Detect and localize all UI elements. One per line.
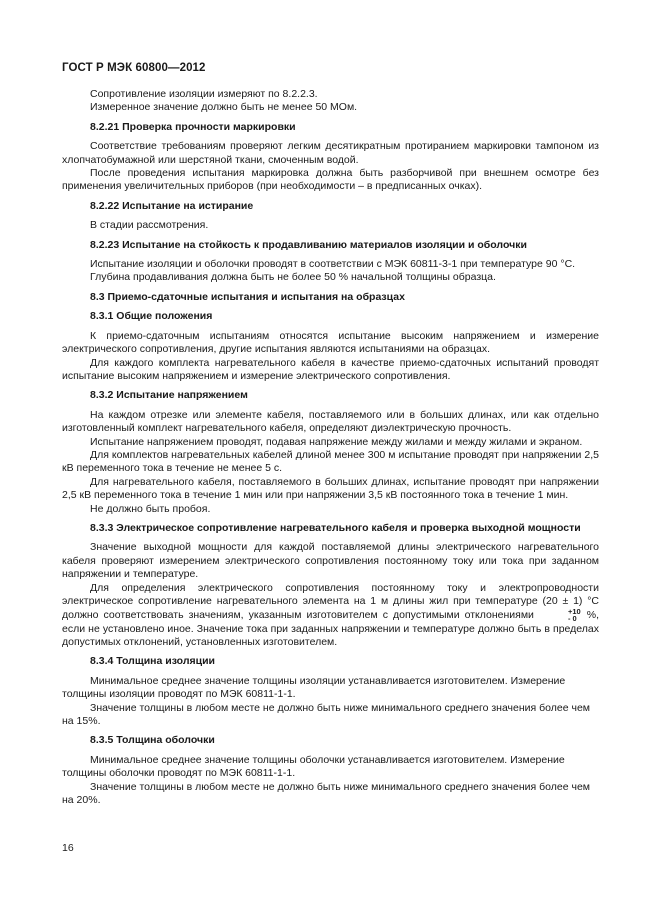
- tolerance-upper: +10: [567, 607, 581, 617]
- paragraph: Измеренное значение должно быть не менее 50 МОм.: [90, 101, 358, 114]
- section-heading: 8.2.23 Испытание на стойкость к продавливанию материалов изоляции и оболочки: [90, 238, 527, 251]
- paragraph: Не должно быть пробоя.: [90, 502, 211, 515]
- paragraph: Минимальное среднее значение толщины изоляции устанавливается изготовителем. Измерение толщины изоляции проводят по МЭК 60811-1-1.: [62, 674, 566, 701]
- paragraph: Значение толщины в любом месте не должно быть ниже минимального среднего значения более чем на 20%.: [62, 780, 591, 807]
- section-heading: 8.3.2 Испытание напряжением: [90, 389, 248, 402]
- paragraph: Соответствие требованиям проверяют легким десятикратным протиранием маркировки тампоном из хлопчатобумажной или шерстяной ткани, смоченным водой.: [62, 140, 599, 166]
- tolerance-lower: - 0: [567, 614, 577, 624]
- document-body: [62, 88, 599, 807]
- paragraph: На каждом отрезке или элементе кабеля, поставляемого или в больших длинах, или как отдельно изготовленный комплект нагревательного кабеля, определяют диэлектрическую прочность.: [62, 408, 599, 435]
- paragraph: Глубина продавливания должна быть не более 50 % начальной толщины образца.: [90, 271, 496, 284]
- section-heading: 8.3.4 Толщина изоляции: [90, 655, 215, 668]
- tolerance-text-after: %, если не установлено иное. Значение тока при заданных напряжении и температуре должно быть в пределах допустимых отклонений, установленных изготовителем.: [62, 609, 600, 648]
- section-heading: 8.3.3 Электрическое сопротивление нагревательного кабеля и проверка выходной мощности: [90, 521, 581, 534]
- paragraph: К приемо-сдаточным испытаниям относятся испытание высоким напряжением и измерение электрического сопротивления, другие испытания являются испытаниями на образцах.: [62, 329, 599, 356]
- paragraph: Для нагревательного кабеля, поставляемого в больших длинах, испытание проводят при напряжении 2,5 кВ переменного тока в течение 1 мин или при напряжении 3,5 кВ постоянного тока в течение 1 мин.: [62, 475, 599, 502]
- section-heading: 8.3 Приемо-сдаточные испытания и испытания на образцах: [90, 290, 405, 303]
- paragraph: Для комплектов нагревательных кабелей длиной менее 300 м испытание проводят при напряжении 2,5 кВ переменного тока в течение не менее 5 с.: [62, 448, 599, 475]
- document-header: ГОСТ Р МЭК 60800—2012: [62, 62, 206, 74]
- tolerance-notation: [540, 608, 581, 622]
- paragraph: Значение толщины в любом месте не должно быть ниже минимального среднего значения более чем на 15%.: [62, 701, 591, 728]
- paragraph: Испытание напряжением проводят, подавая напряжение между жилами и между жилами и экраном.: [90, 435, 583, 448]
- paragraph-with-tolerance: [62, 582, 599, 650]
- paragraph: После проведения испытания маркировка должна быть разборчивой при внешнем осмотре без применения увеличительных приборов (при необходимости – в предписанных очках).: [62, 167, 599, 193]
- section-heading: 8.2.21 Проверка прочности маркировки: [90, 120, 296, 133]
- section-heading: 8.3.1 Общие положения: [90, 310, 213, 323]
- paragraph: В стадии рассмотрения.: [90, 219, 209, 232]
- section-heading: 8.2.22 Испытание на истирание: [90, 199, 254, 212]
- paragraph: Для каждого комплекта нагревательного кабеля в качестве приемо-сдаточных испытаний проводят испытание высоким напряжением и измерение электрического сопротивления.: [62, 356, 599, 382]
- page-number: 16: [62, 842, 74, 854]
- paragraph: Значение выходной мощности для каждой поставляемой длины электрического нагревательного кабеля проверяют измерением электрического сопротивления постоянному току или тока при заданном напряжении и температуре.: [62, 541, 599, 581]
- section-heading: 8.3.5 Толщина оболочки: [90, 734, 215, 747]
- paragraph: Минимальное среднее значение толщины оболочки устанавливается изготовителем. Измерение толщины оболочки проводят по МЭК 60811-1-1.: [62, 753, 565, 780]
- paragraph: Сопротивление изоляции измеряют по 8.2.2.3.: [90, 88, 318, 100]
- paragraph: Испытание изоляции и оболочки проводят в соответствии с МЭК 60811-3-1 при температуре 90 °С.: [90, 258, 576, 271]
- tolerance-text-before: Для определения электрического сопротивления постоянному току и электропроводности электрическое сопротивление нагревательного элемента на 1 м длины жил при температуре (20 ± 1) °С должно соответствовать значениям, указанным изготовителем с допустимыми отклонениями: [62, 581, 599, 622]
